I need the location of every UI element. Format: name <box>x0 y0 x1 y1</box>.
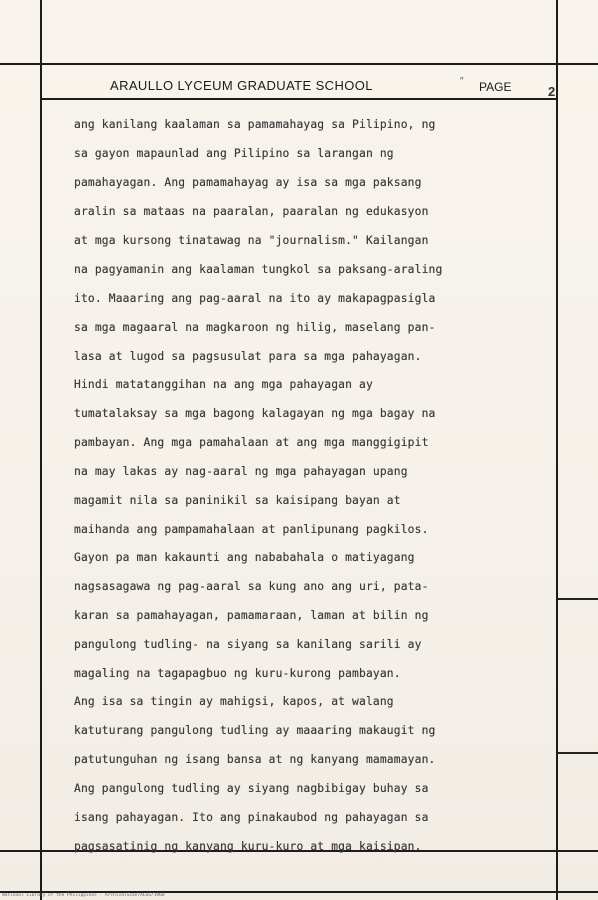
header-underline-rule <box>40 98 558 100</box>
page-label: PAGE <box>479 80 512 94</box>
text-line: na may lakas ay nag-aaral ng mga pahayagan upang <box>74 465 408 478</box>
text-line: Hindi matatanggihan na ang mga pahayagan ay <box>74 378 373 391</box>
text-line: aralin sa mataas na paaralan, paaralan ng edukasyon <box>74 205 429 218</box>
text-line: patutunguhan ng isang bansa at ng kanyang mamamayan. <box>74 753 436 766</box>
text-line: pambayan. Ang mga pamahalaan at ang mga manggigipit <box>74 436 429 449</box>
text-line: Gayon pa man kakaunti ang nababahala o matiyagang <box>74 551 415 564</box>
text-line: katuturang pangulong tudling ay maaaring makaugit ng <box>74 724 436 737</box>
page-number: 2 <box>548 84 556 99</box>
text-line: ang kanilang kaalaman sa pamamahayag sa Pilipino, ng <box>74 118 436 131</box>
right-margin-tick <box>558 598 598 600</box>
text-line: maihanda ang pampamahalaan at panlipunang pagkilos. <box>74 523 429 536</box>
text-line: nagsasagawa ng pag-aaral sa kung ano ang uri, pata- <box>74 580 429 593</box>
right-margin-rule <box>556 0 558 900</box>
archive-footer: National Library of the Philippines · ArchivalScan/ALGS/1968 <box>2 893 165 898</box>
page-mark: ″ <box>460 76 464 87</box>
text-line: Ang isa sa tingin ay mahigsi, kapos, at walang <box>74 695 394 708</box>
right-margin-tick <box>558 752 598 754</box>
text-line: at mga kursong tinatawag na "journalism." Kailangan <box>74 234 429 247</box>
text-line: na pagyamanin ang kaalaman tungkol sa paksang-araling <box>74 263 443 276</box>
text-line: sa mga magaaral na magkaroon ng hilig, maselang pan- <box>74 321 436 334</box>
text-line: lasa at lugod sa pagsusulat para sa mga pahayagan. <box>74 350 422 363</box>
text-line: Ang pangulong tudling ay siyang nagbibigay buhay sa <box>74 782 429 795</box>
text-line: ito. Maaaring ang pag-aaral na ito ay makapagpasigla <box>74 292 436 305</box>
top-header-rule <box>0 63 598 65</box>
text-line: pagsasatinig ng kanyang kuru-kuro at mga kaisipan. <box>74 840 422 853</box>
left-margin-rule <box>40 0 42 900</box>
school-header-title: ARAULLO LYCEUM GRADUATE SCHOOL <box>110 78 373 93</box>
text-line: tumatalaksay sa mga bagong kalagayan ng mga bagay na <box>74 407 436 420</box>
text-line: isang pahayagan. Ito ang pinakaubod ng pahayagan sa <box>74 811 429 824</box>
text-line: magaling na tagapagbuo ng kuru-kurong pambayan. <box>74 667 401 680</box>
text-line: pamahayagan. Ang pamamahayag ay isa sa mga paksang <box>74 176 422 189</box>
text-line: magamit nila sa paninikil sa kaisipang bayan at <box>74 494 401 507</box>
text-line: karan sa pamahayagan, pamamaraan, laman at bilin ng <box>74 609 429 622</box>
text-line: pangulong tudling- na siyang sa kanilang sarili ay <box>74 638 422 651</box>
text-line: sa gayon mapaunlad ang Pilipino sa larangan ng <box>74 147 394 160</box>
